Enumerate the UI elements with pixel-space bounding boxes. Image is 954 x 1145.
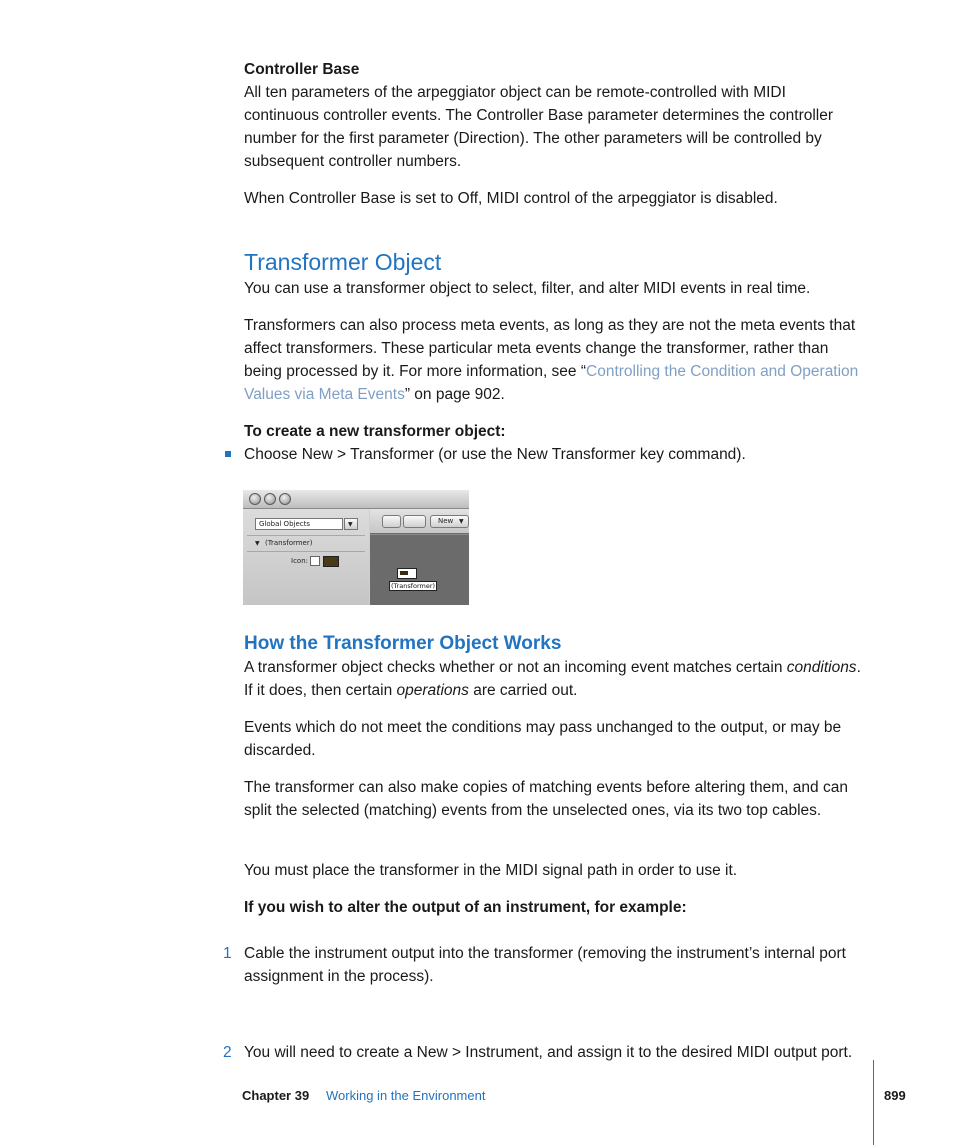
create-transformer-task-heading: To create a new transformer object: bbox=[244, 423, 506, 440]
transformer-para-2-page-ref: ” on page 902. bbox=[404, 386, 505, 403]
transformer-para-2-text: Transformers can also process meta events, as long as they are not the meta events that affect transformers. These particular meta events change the transformer, rather than being processed by it. For more information, see “ bbox=[244, 317, 856, 380]
step-item bbox=[223, 942, 864, 988]
close-window-icon bbox=[249, 493, 261, 505]
operations-term: operations bbox=[396, 682, 469, 699]
step-item bbox=[223, 1041, 864, 1064]
how-works-para-1-text: are carried out. bbox=[468, 682, 578, 699]
transformer-object-heading: Transformer Object bbox=[244, 249, 442, 275]
link-tool-icon bbox=[382, 515, 401, 528]
canvas-toolbar bbox=[370, 509, 469, 533]
divider bbox=[247, 535, 365, 536]
step-text: Cable the instrument output into the transformer (removing the instrument’s internal port assignment in the process). bbox=[244, 945, 846, 985]
page-number: 899 bbox=[884, 1088, 906, 1103]
icon-checkbox bbox=[310, 556, 320, 566]
icon-label: Icon: bbox=[291, 557, 308, 565]
how-works-para-3: The transformer can also make copies of matching events before altering them, and can split the selected (matching) events from the unselected ones, via its two top cables. bbox=[244, 779, 848, 819]
controller-base-para-2: When Controller Base is set to Off, MIDI control of the arpeggiator is disabled. bbox=[244, 190, 778, 207]
controller-base-para-1: All ten parameters of the arpeggiator object can be remote-controlled with MIDI continuous controller events. The Controller Base parameter determines the controller number for the first parameter (Direction). The other parameters will be controlled by subsequent controller numbers. bbox=[244, 84, 834, 170]
transformer-glyph-icon bbox=[400, 571, 408, 575]
new-menu-label: New bbox=[438, 517, 454, 525]
view-tool-icon bbox=[403, 515, 426, 528]
cross-reference-link[interactable]: Controlling the Condition and Operation Values via Meta Events bbox=[244, 363, 859, 403]
section-label: (Transformer) bbox=[265, 539, 313, 547]
how-works-para-1-text: . If it does, then certain bbox=[244, 659, 861, 699]
how-works-para-4: You must place the transformer in the MIDI signal path in order to use it. bbox=[244, 862, 738, 879]
window-titlebar bbox=[243, 490, 469, 509]
bullet-text: Choose New > Transformer (or use the New Transformer key command). bbox=[244, 446, 746, 463]
chevron-down-icon: ▼ bbox=[459, 518, 464, 525]
chevron-down-icon: ▼ bbox=[348, 521, 353, 528]
how-works-para-1-text: A transformer object checks whether or not an incoming event matches certain bbox=[244, 659, 787, 676]
layer-popup bbox=[255, 518, 343, 530]
divider bbox=[247, 551, 365, 552]
layer-popup-label: Global Objects bbox=[259, 520, 310, 528]
how-transformer-works-heading: How the Transformer Object Works bbox=[244, 633, 562, 654]
toolbar-divider bbox=[370, 534, 469, 535]
transformer-para-1: You can use a transformer object to select, filter, and alter MIDI events in real time. bbox=[244, 280, 811, 297]
controller-base-heading: Controller Base bbox=[244, 61, 360, 78]
conditions-term: conditions bbox=[786, 659, 857, 676]
inspector-pane bbox=[243, 509, 369, 605]
minimize-window-icon bbox=[264, 493, 276, 505]
footer-chapter-title[interactable]: Working in the Environment bbox=[326, 1088, 486, 1103]
bullet-square-icon bbox=[225, 451, 231, 457]
transformer-object-label: (Transformer) bbox=[391, 582, 436, 590]
environment-canvas bbox=[370, 509, 469, 605]
how-works-para-2: Events which do not meet the conditions may pass unchanged to the output, or may be discarded. bbox=[244, 719, 842, 759]
layer-popup-arrow bbox=[344, 518, 358, 530]
step-text: You will need to create a New > Instrument, and assign it to the desired MIDI output port. bbox=[244, 1044, 853, 1061]
transformer-para-2 bbox=[244, 314, 864, 406]
icon-swatch-icon bbox=[323, 556, 339, 567]
how-works-para-1 bbox=[244, 656, 864, 702]
zoom-window-icon bbox=[279, 493, 291, 505]
step-number: 1 bbox=[223, 945, 232, 962]
new-menu-button bbox=[430, 515, 469, 528]
disclosure-triangle-icon: ▼ bbox=[255, 540, 260, 547]
alter-output-task-heading: If you wish to alter the output of an instrument, for example: bbox=[244, 899, 687, 916]
step-number: 2 bbox=[223, 1044, 232, 1061]
footer-chapter: Chapter 39 bbox=[242, 1088, 310, 1103]
transformer-object-icon bbox=[397, 568, 417, 579]
environment-window-screenshot bbox=[243, 490, 469, 605]
footer-divider bbox=[873, 1060, 874, 1145]
bullet-item bbox=[244, 443, 864, 466]
